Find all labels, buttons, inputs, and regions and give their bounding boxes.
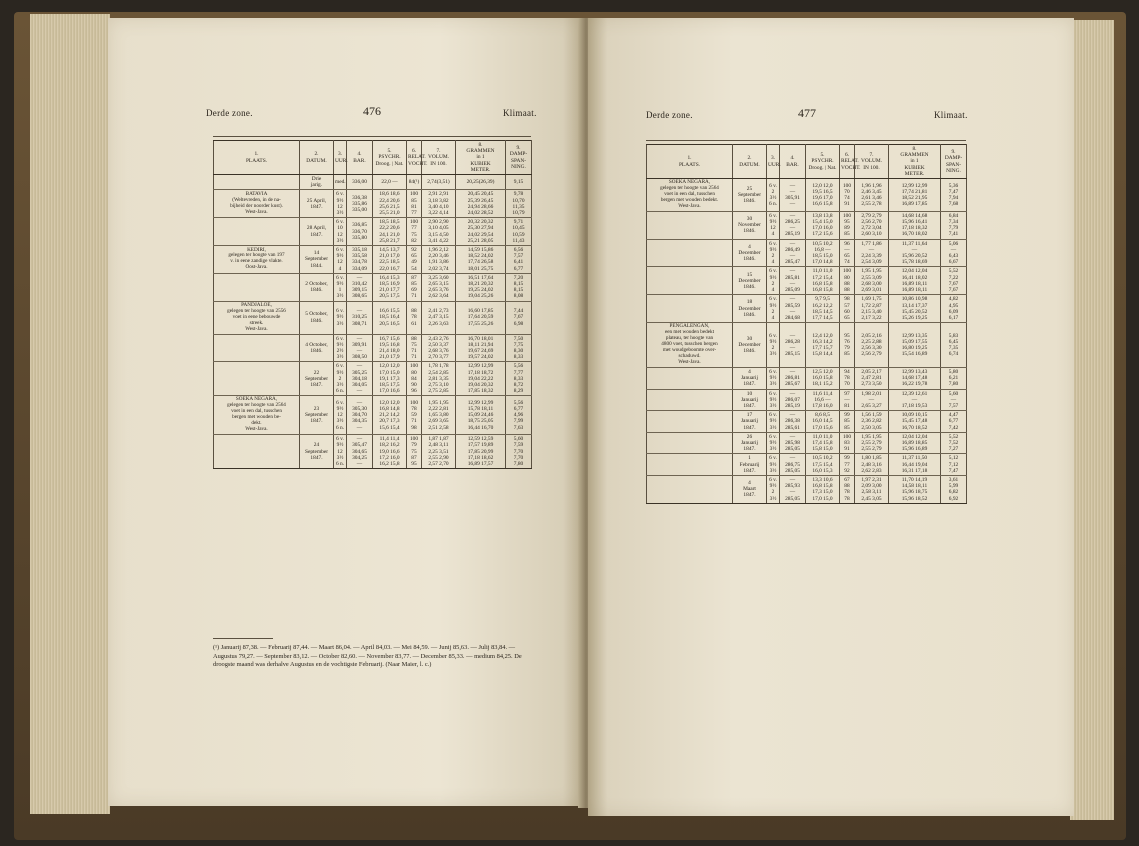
place-cell [647,295,733,323]
column-header-1: 1. PLAATS. [214,141,300,175]
place-cell: PENGALENGAN, een met wouden bedekt plateau, ter hoogte van 4800 voet, tusschen bergen met woudgeboomte over- schaduwd. West-Java. [647,323,733,368]
place-cell [214,218,300,246]
column-header-7: 7. VOLUM. IN 100. [422,141,456,175]
hour-cell: 6 v. 9½ 12 3½ 6 n. [334,396,347,435]
table-row [647,454,967,476]
place-cell [647,432,733,454]
psychrometer-cell: 18,5 18,5 22,2 20,6 24,1 21,0 25,8 21,7 [373,218,407,246]
table-row [647,179,967,212]
relative-humidity-cell: 100 85 81 77 [407,190,422,218]
column-header-9: 9. DAMP- SPAN- NING. [941,145,967,179]
date-cell: 26 Januarij 1847. [733,432,767,454]
grams-cell: 12,99 12,99 17,74 21,81 18,52 21,95 16,89 17,85 [889,179,941,212]
column-header-8: 8. GRAMMEN in 1 KUBIEK METER. [889,145,941,179]
relative-humidity-cell: 98 57 60 65 [840,295,855,323]
date-cell: 1 Februarij 1847. [733,454,767,476]
top-rule [213,136,531,137]
column-header-9: 9. DAMP- SPAN- NING. [506,141,532,175]
relative-humidity-cell: 97 — 81 [840,389,855,411]
footnote: (¹) Januarij 87,38. — Februarij 87,44. — Maart 86,04. — April 84,03. — Mei 84,59. — Junij 85,63. — Julij 83,84. — Augustus 79,27. — September 83,12. — October 82,60. — November 83,77. — December 85,33. — medium 84,25. De droogste maand was derhalve Augustus en de vochtigste Februarij. (Naar Maier, l. c.) [213,644,522,669]
hour-cell: 6 v. 9½ 3½ [767,389,780,411]
table-row [214,175,532,190]
grams-cell: 12,59 12,59 17,57 19,89 17,85 20,99 17,18 18,62 16,89 17,57 [456,435,506,469]
vapour-pressure-cell: 5,60 — 7,57 [941,389,967,411]
psychrometer-cell: 12,0 12,0 16,8 14,8 21,2 14,2 20,7 17,3 15,6 15,4 [373,396,407,435]
hour-cell: 6 v. 9½ 2 3½ [767,475,780,503]
date-cell: 5 October, 1846. [300,301,334,334]
date-cell: 4 Januarij 1847. [733,367,767,389]
table-body [647,179,967,504]
hour-cell: 6 v. 9½ 3½ [767,454,780,476]
volume-cell: 1,95 1,95 2,22 2,81 1,65 3,80 2,69 3,65 2,51 2,58 [422,396,456,435]
place-cell [214,362,300,396]
psychrometer-cell: 10,5 10,2 16,8 — 18,5 15,0 17,0 14,8 [806,239,840,267]
barometer-cell: — 305,30 304,70 304,35 — [347,396,373,435]
place-cell [647,475,733,503]
barometer-cell: 336,85 336,70 335,80 [347,218,373,246]
hour-cell: 6 v. 9½ 1 3½ [334,273,347,301]
place-cell [647,454,733,476]
grams-cell: 12,04 12,04 16,41 18,02 16,89 18,11 16,89 18,11 [889,267,941,295]
grams-cell: 20,32 20,32 25,30 27,94 24,02 29,54 25,21 28,05 [456,218,506,246]
place-cell [214,435,300,469]
column-header-5: 5. PSYCHR. Droog. | Nat. [806,145,840,179]
table-header-row [647,145,967,179]
date-cell: 25 September 1846. [733,179,767,212]
table-row [214,218,532,246]
psychrometer-cell: 9,7 9,5 16,2 12,2 18,5 14,5 17,7 14,5 [806,295,840,323]
volume-cell: 1,95 1,95 2,55 2,79 2,55 2,79 [855,432,889,454]
barometer-cell: — 286,25 — 285,19 [780,211,806,239]
date-cell: 4 October, 1846. [300,334,334,362]
running-head-right: Klimaat. [934,110,968,120]
date-cell: Drie jarig. [300,175,334,190]
volume-cell: 1,95 1,95 2,55 3,09 2,68 3,00 2,69 3,01 [855,267,889,295]
running-head-right: Klimaat. [503,108,537,118]
barometer-cell: — 309,91 — 308,50 [347,334,373,362]
column-header-5: 5. PSYCHR. Droog. | Nat. [373,141,407,175]
place-cell: KEDIRI, gelegen ter hoogte van 197 v. in eene zandige vlakte. Oost-Java. [214,246,300,274]
page-number: 476 [363,104,381,118]
grams-cell: 10,86 10,98 13,14 17,37 15,45 20,52 15,26 19,25 [889,295,941,323]
table-row [214,334,532,362]
vapour-pressure-cell: 5,36 7,47 7,94 7,68 [941,179,967,212]
table-row [214,301,532,334]
psychrometer-cell: 11,0 11,0 17,2 15,4 16,8 15,8 16,8 15,8 [806,267,840,295]
psychrometer-cell: 12,0 12,0 19,5 16,5 19,6 17,0 16,6 15,8 [806,179,840,212]
psychrometer-cell: 16,7 15,6 19,5 16,8 21,4 18,0 21,0 17,9 [373,334,407,362]
volume-cell: 1,69 1,75 1,72 2,87 2,15 3,40 2,17 3,22 [855,295,889,323]
vapour-pressure-cell: 5,60 7,59 7,70 7,70 7,80 [506,435,532,469]
hour-cell: 6 v. 2 3½ 6 n. [767,179,780,212]
hour-cell: 6 v. 9½ 12 4 [334,246,347,274]
relative-humidity-cell: 100 79 75 87 95 [407,435,422,469]
hour-cell: 6 v. 9½ 3½ [767,367,780,389]
vapour-pressure-cell: 5,80 6,21 7,80 [941,367,967,389]
psychrometer-cell: 10,5 10,2 17,5 15,4 16,0 15,3 [806,454,840,476]
grams-cell: 14,59 15,86 18,52 24,02 17,74 26,58 18,01 25,75 [456,246,506,274]
barometer-cell: — 310,25 308,71 [347,301,373,334]
relative-humidity-cell: 84(¹) [407,175,422,190]
barometer-cell: — 285,59 — 284,68 [780,295,806,323]
date-cell: 23 September 1847. [300,396,334,435]
barometer-cell: — 310,42 309,15 308,65 [347,273,373,301]
running-head-left: Derde zone. [206,108,253,118]
grams-cell: 12,04 12,04 16,89 18,85 15,96 16,89 [889,432,941,454]
date-cell: 2 October, 1846. [300,273,334,301]
barometer-cell: — 286,49 — 285,47 [780,239,806,267]
hour-cell: 6 v. 9½ 2 3½ [767,323,780,368]
relative-humidity-cell: 100 80 84 90 96 [407,362,422,396]
volume-cell: 1,56 1,59 2,36 2,82 2,50 3,05 [855,411,889,433]
vapour-pressure-cell: 5,12 7,12 7,47 [941,454,967,476]
vapour-pressure-cell: 9,71 10,45 10,59 11,43 [506,218,532,246]
barometer-cell: — 286,38 285,61 [780,411,806,433]
grams-cell: 12,39 12,61 — 17,18 19,53 [889,389,941,411]
date-cell: 30 November 1846. [733,211,767,239]
relative-humidity-cell: 100 95 89 85 [840,211,855,239]
volume-cell: 1,80 1,85 2,48 3,16 2,62 2,83 [855,454,889,476]
table-row [647,211,967,239]
psychrometer-cell: 12,4 12,0 16,3 14,2 17,7 15,7 15,8 14,4 [806,323,840,368]
vapour-pressure-cell: 7,44 7,67 6,98 [506,301,532,334]
psychrometer-cell: 8,6 8,5 16,0 14,5 17,0 15,6 [806,411,840,433]
place-cell [214,175,300,190]
barometer-cell: — 286,28 — 285,15 [780,323,806,368]
vapour-pressure-cell: 5,52 7,52 7,27 [941,432,967,454]
date-cell: 28 April, 1847. [300,218,334,246]
date-cell: 24 September 1847. [300,435,334,469]
vapour-pressure-cell: 6,84 7,34 7,79 7,41 [941,211,967,239]
volume-cell: 1,98 2,01 — 2,65 3,27 [855,389,889,411]
psychrometer-cell: 16,6 15,5 18,5 16,4 20,5 16,5 [373,301,407,334]
place-cell: SOEKA NEGARA, gelegen ter hoogte van 2564 voet in een dal, tusschen bergen met wouden be- dekt. West-Java. [214,396,300,435]
relative-humidity-cell: 95 76 79 85 [840,323,855,368]
hour-cell: 6 v. 9½ 3½ [334,301,347,334]
barometer-cell: — 285,93 — 285,05 [780,475,806,503]
relative-humidity-cell: 100 78 59 71 98 [407,396,422,435]
volume-cell: 2,05 2,16 2,25 2,88 2,56 3,30 2,56 2,79 [855,323,889,368]
table-header-row [214,141,532,175]
relative-humidity-cell: 87 85 69 71 [407,273,422,301]
relative-humidity-cell: 94 78 70 [840,367,855,389]
vapour-pressure-cell: 4,82 4,95 6,09 6,17 [941,295,967,323]
grams-cell: 20,25(26,39) [456,175,506,190]
barometer-cell: — — 305,91 — [780,179,806,212]
date-cell: 25 April, 1847. [300,190,334,218]
hour-cell: 6 v. 10 12 3½ [334,218,347,246]
volume-cell: 2,91 2,91 3,18 3,82 3,40 4,10 3,22 4,14 [422,190,456,218]
column-header-2: 2. DATUM. [300,141,334,175]
top-rule [646,140,966,141]
volume-cell: 2,05 2,17 2,47 2,81 2,73 3,50 [855,367,889,389]
place-cell [647,411,733,433]
date-cell: 14 September 1844. [300,246,334,274]
psychrometer-cell: 11,0 11,0 17,4 15,8 15,8 15,0 [806,432,840,454]
column-header-1: 1. PLAATS. [647,145,733,179]
hour-cell: 6 v. 9½ 3½ [767,432,780,454]
hour-cell: 6 v. 9½ 3½ [767,411,780,433]
grams-cell: 12,99 13,43 14,68 17,48 16,22 19,78 [889,367,941,389]
psychrometer-cell: 22,0 — [373,175,407,190]
table-row [647,389,967,411]
column-header-4: 4. BAR. [347,141,373,175]
volume-cell: 3,25 3,60 2,65 3,15 2,65 3,76 2,62 3,64 [422,273,456,301]
vapour-pressure-cell: 7,20 8,15 8,15 8,08 [506,273,532,301]
relative-humidity-cell: 92 65 49 54 [407,246,422,274]
grams-cell: 14,68 14,68 15,96 16,41 17,18 18,32 16,70 18,02 [889,211,941,239]
relative-humidity-cell: 96 — 65 74 [840,239,855,267]
grams-cell: 11,37 11,64 — 15,96 20,52 15,78 18,69 [889,239,941,267]
volume-cell: 1,87 1,87 2,48 3,11 2,25 3,51 2,55 2,90 2,57 2,70 [422,435,456,469]
table-row [647,367,967,389]
page-number: 477 [798,106,816,120]
climate-table [646,144,967,504]
hour-cell: 6 v. 9½ 2 4 [767,267,780,295]
date-cell: 22 September 1847. [300,362,334,396]
relative-humidity-cell: 100 80 88 88 [840,267,855,295]
column-header-2: 2. DATUM. [733,145,767,179]
date-cell: 15 December 1846. [733,267,767,295]
vapour-pressure-cell: 5,52 7,22 7,67 7,67 [941,267,967,295]
grams-cell: 12,99 13,35 15,09 17,55 16,80 19,25 15,54 16,89 [889,323,941,368]
volume-cell: 2,43 2,76 2,50 3,37 2,68 3,76 2,70 3,77 [422,334,456,362]
vapour-pressure-cell: 7,50 7,75 8,30 8,33 [506,334,532,362]
place-cell [647,389,733,411]
place-cell [647,239,733,267]
psychrometer-cell: 11,4 11,4 18,2 16,2 19,0 16,6 17,2 16,0 16,2 15,8 [373,435,407,469]
volume-cell: 1,97 2,31 2,09 3,00 2,58 3,11 2,45 3,05 [855,475,889,503]
column-header-6: 6. RELAT. VOCHT. [407,141,422,175]
hour-cell: 6 v. 9½ 12 3½ 6 n. [334,435,347,469]
barometer-cell: — 285,98 285,05 [780,432,806,454]
vapour-pressure-cell: 3,61 5,99 6,82 6,92 [941,475,967,503]
grams-cell: 16,51 17,64 18,21 20,32 19,25 24,02 19,04 25,26 [456,273,506,301]
volume-cell: 1,96 2,12 2,20 3,46 1,91 3,86 2,02 3,74 [422,246,456,274]
psychrometer-cell: 12,5 12,0 16,0 15,8 18,1 15,2 [806,367,840,389]
vapour-pressure-cell: 9,78 10,70 11,35 10,79 [506,190,532,218]
place-cell [647,211,733,239]
hour-cell: 6 v. 9½ 2 4 [767,295,780,323]
hour-cell: 6 v. 9½ 2 3½ 6 n. [334,362,347,396]
column-header-7: 7. VOLUM. IN 100. [855,145,889,179]
place-cell: SOEKA NEGARA, gelegen ter hoogte van 2564 voet in een dal, tusschen bergen met wouden bedekt. West-Java. [647,179,733,212]
table-row [647,432,967,454]
footnote-rule [213,638,273,639]
date-cell: 30 December 1846. [733,323,767,368]
grams-cell: 11,37 11,50 16,44 19,04 16,31 17,18 [889,454,941,476]
table-row [214,190,532,218]
table-row [647,295,967,323]
volume-cell: 2,79 2,79 2,56 2,70 2,72 3,04 2,60 3,10 [855,211,889,239]
right-page [588,18,1074,816]
barometer-cell: 335,18 335,58 334,78 334,09 [347,246,373,274]
page-edges-left [30,14,110,814]
barometer-cell: — 286,07 285,19 [780,389,806,411]
place-cell [214,334,300,362]
grams-cell: 10,09 10,15 15,45 17,48 16,70 18,52 [889,411,941,433]
column-header-6: 6. RELAT. VOCHT. [840,145,855,179]
grams-cell: 11,70 14,19 14,58 18,11 15,96 18,75 15,96 18,52 [889,475,941,503]
vapour-pressure-cell: 5,56 7,77 8,33 8,72 8,29 [506,362,532,396]
table-row [214,396,532,435]
place-cell [647,267,733,295]
relative-humidity-cell: 99 77 92 [840,454,855,476]
volume-cell: 2,41 2,73 2,47 3,15 2,26 3,63 [422,301,456,334]
volume-cell: 2,90 2,90 3,10 4,05 3,15 4,50 3,41 4,22 [422,218,456,246]
date-cell: 18 December 1846. [733,295,767,323]
vapour-pressure-cell: 4,47 6,77 7,42 [941,411,967,433]
relative-humidity-cell: 100 77 75 82 [407,218,422,246]
vapour-pressure-cell: 5,83 6,45 7,35 6,74 [941,323,967,368]
column-header-8: 8. GRAMMEN in 1 KUBIEK METER. [456,141,506,175]
column-header-3: 3. UUR. [334,141,347,175]
place-cell: BATAVIA (Weltevreden, in de na- bijheid der noorder kust). West-Java. [214,190,300,218]
page-edges-right [1070,20,1114,820]
barometer-cell: — 285,81 — 285,09 [780,267,806,295]
relative-humidity-cell: 88 75 71 71 [407,334,422,362]
psychrometer-cell: 11,6 11,4 16,6 — 17,8 16,0 [806,389,840,411]
barometer-cell: — 286,75 285,05 [780,454,806,476]
running-head-left: Derde zone. [646,110,693,120]
barometer-cell: 336,38 335,86 335,00 [347,190,373,218]
vapour-pressure-cell: 9,15 [506,175,532,190]
column-header-3: 3. UUR. [767,145,780,179]
hour-cell: 6 v. 9½ 2 4 [767,239,780,267]
psychrometer-cell: 12,0 12,0 17,0 15,0 19,1 17,3 18,5 17,5 17,0 16,6 [373,362,407,396]
hour-cell: med. [334,175,347,190]
table-row [214,362,532,396]
climate-table [213,140,532,469]
psychrometer-cell: 13,8 13,8 15,4 15,0 17,0 16,0 17,2 15,6 [806,211,840,239]
table-row [214,435,532,469]
barometer-cell: — 305,47 304,65 304,25 — [347,435,373,469]
grams-cell: 12,99 12,99 15,78 18,11 15,09 24,46 18,75 25,05 16,44 16,70 [456,396,506,435]
psychrometer-cell: 13,3 10,6 16,8 15,8 17,3 15,0 17,0 15,0 [806,475,840,503]
volume-cell: 1,77 1,86 — 2,24 3,39 2,54 3,09 [855,239,889,267]
column-header-4: 4. BAR. [780,145,806,179]
relative-humidity-cell: 100 70 74 91 [840,179,855,212]
hour-cell: 6 v. 9½ 12 4 [767,211,780,239]
table-row [647,475,967,503]
grams-cell: 20,45 20,45 25,39 26,45 24,94 28,66 24,02 28,52 [456,190,506,218]
volume-cell: 2,74(3,51) [422,175,456,190]
barometer-cell: — 286,81 285,67 [780,367,806,389]
relative-humidity-cell: 100 83 91 [840,432,855,454]
date-cell: 4 December 1846. [733,239,767,267]
hour-cell: 6 v. 9½ 2½ 3½ [334,334,347,362]
hour-cell: 6 v. 9½ 12 3½ [334,190,347,218]
left-page [108,18,582,806]
volume-cell: 1,96 1,96 2,46 3,45 2,61 3,46 2,55 2,78 [855,179,889,212]
barometer-cell: — 305,25 304,18 304,05 — [347,362,373,396]
table-row [214,273,532,301]
grams-cell: 16,70 18,01 18,11 21,94 19,67 24,69 19,57 24,02 [456,334,506,362]
place-cell: PANDJALOE, gelegen ter hoogte van 2556 voet in eene bebouwde streek. West-Java. [214,301,300,334]
date-cell: 17 Januarij 1847. [733,411,767,433]
grams-cell: 12,99 12,99 17,18 18,72 19,04 22,22 19,04 20,32 17,85 18,32 [456,362,506,396]
table-row [214,246,532,274]
date-cell: 10 Januarij 1847. [733,389,767,411]
place-cell [214,273,300,301]
vapour-pressure-cell: 5,56 6,77 4,96 7,99 7,63 [506,396,532,435]
barometer-cell: 336,00 [347,175,373,190]
vapour-pressure-cell: 5,06 — 6,43 6,67 [941,239,967,267]
grams-cell: 16,60 17,85 17,64 20,59 17,55 25,26 [456,301,506,334]
volume-cell: 1,78 1,78 2,54 2,85 2,81 3,35 2,75 3,10 2,75 2,85 [422,362,456,396]
relative-humidity-cell: 99 85 85 [840,411,855,433]
table-row [647,267,967,295]
table-row [647,411,967,433]
relative-humidity-cell: 88 78 61 [407,301,422,334]
relative-humidity-cell: 67 88 78 78 [840,475,855,503]
date-cell: 4 Maart 1847. [733,475,767,503]
psychrometer-cell: 14,5 13,7 21,0 17,0 22,5 18,5 22,0 16,7 [373,246,407,274]
table-body [214,175,532,469]
psychrometer-cell: 16,4 15,3 18,5 16,9 21,0 17,7 20,5 17,5 [373,273,407,301]
table-row [647,323,967,368]
psychrometer-cell: 18,6 18,6 22,4 20,6 25,6 21,5 25,5 21,0 [373,190,407,218]
vapour-pressure-cell: 6,56 7,57 6,41 6,77 [506,246,532,274]
place-cell [647,367,733,389]
table-row [647,239,967,267]
